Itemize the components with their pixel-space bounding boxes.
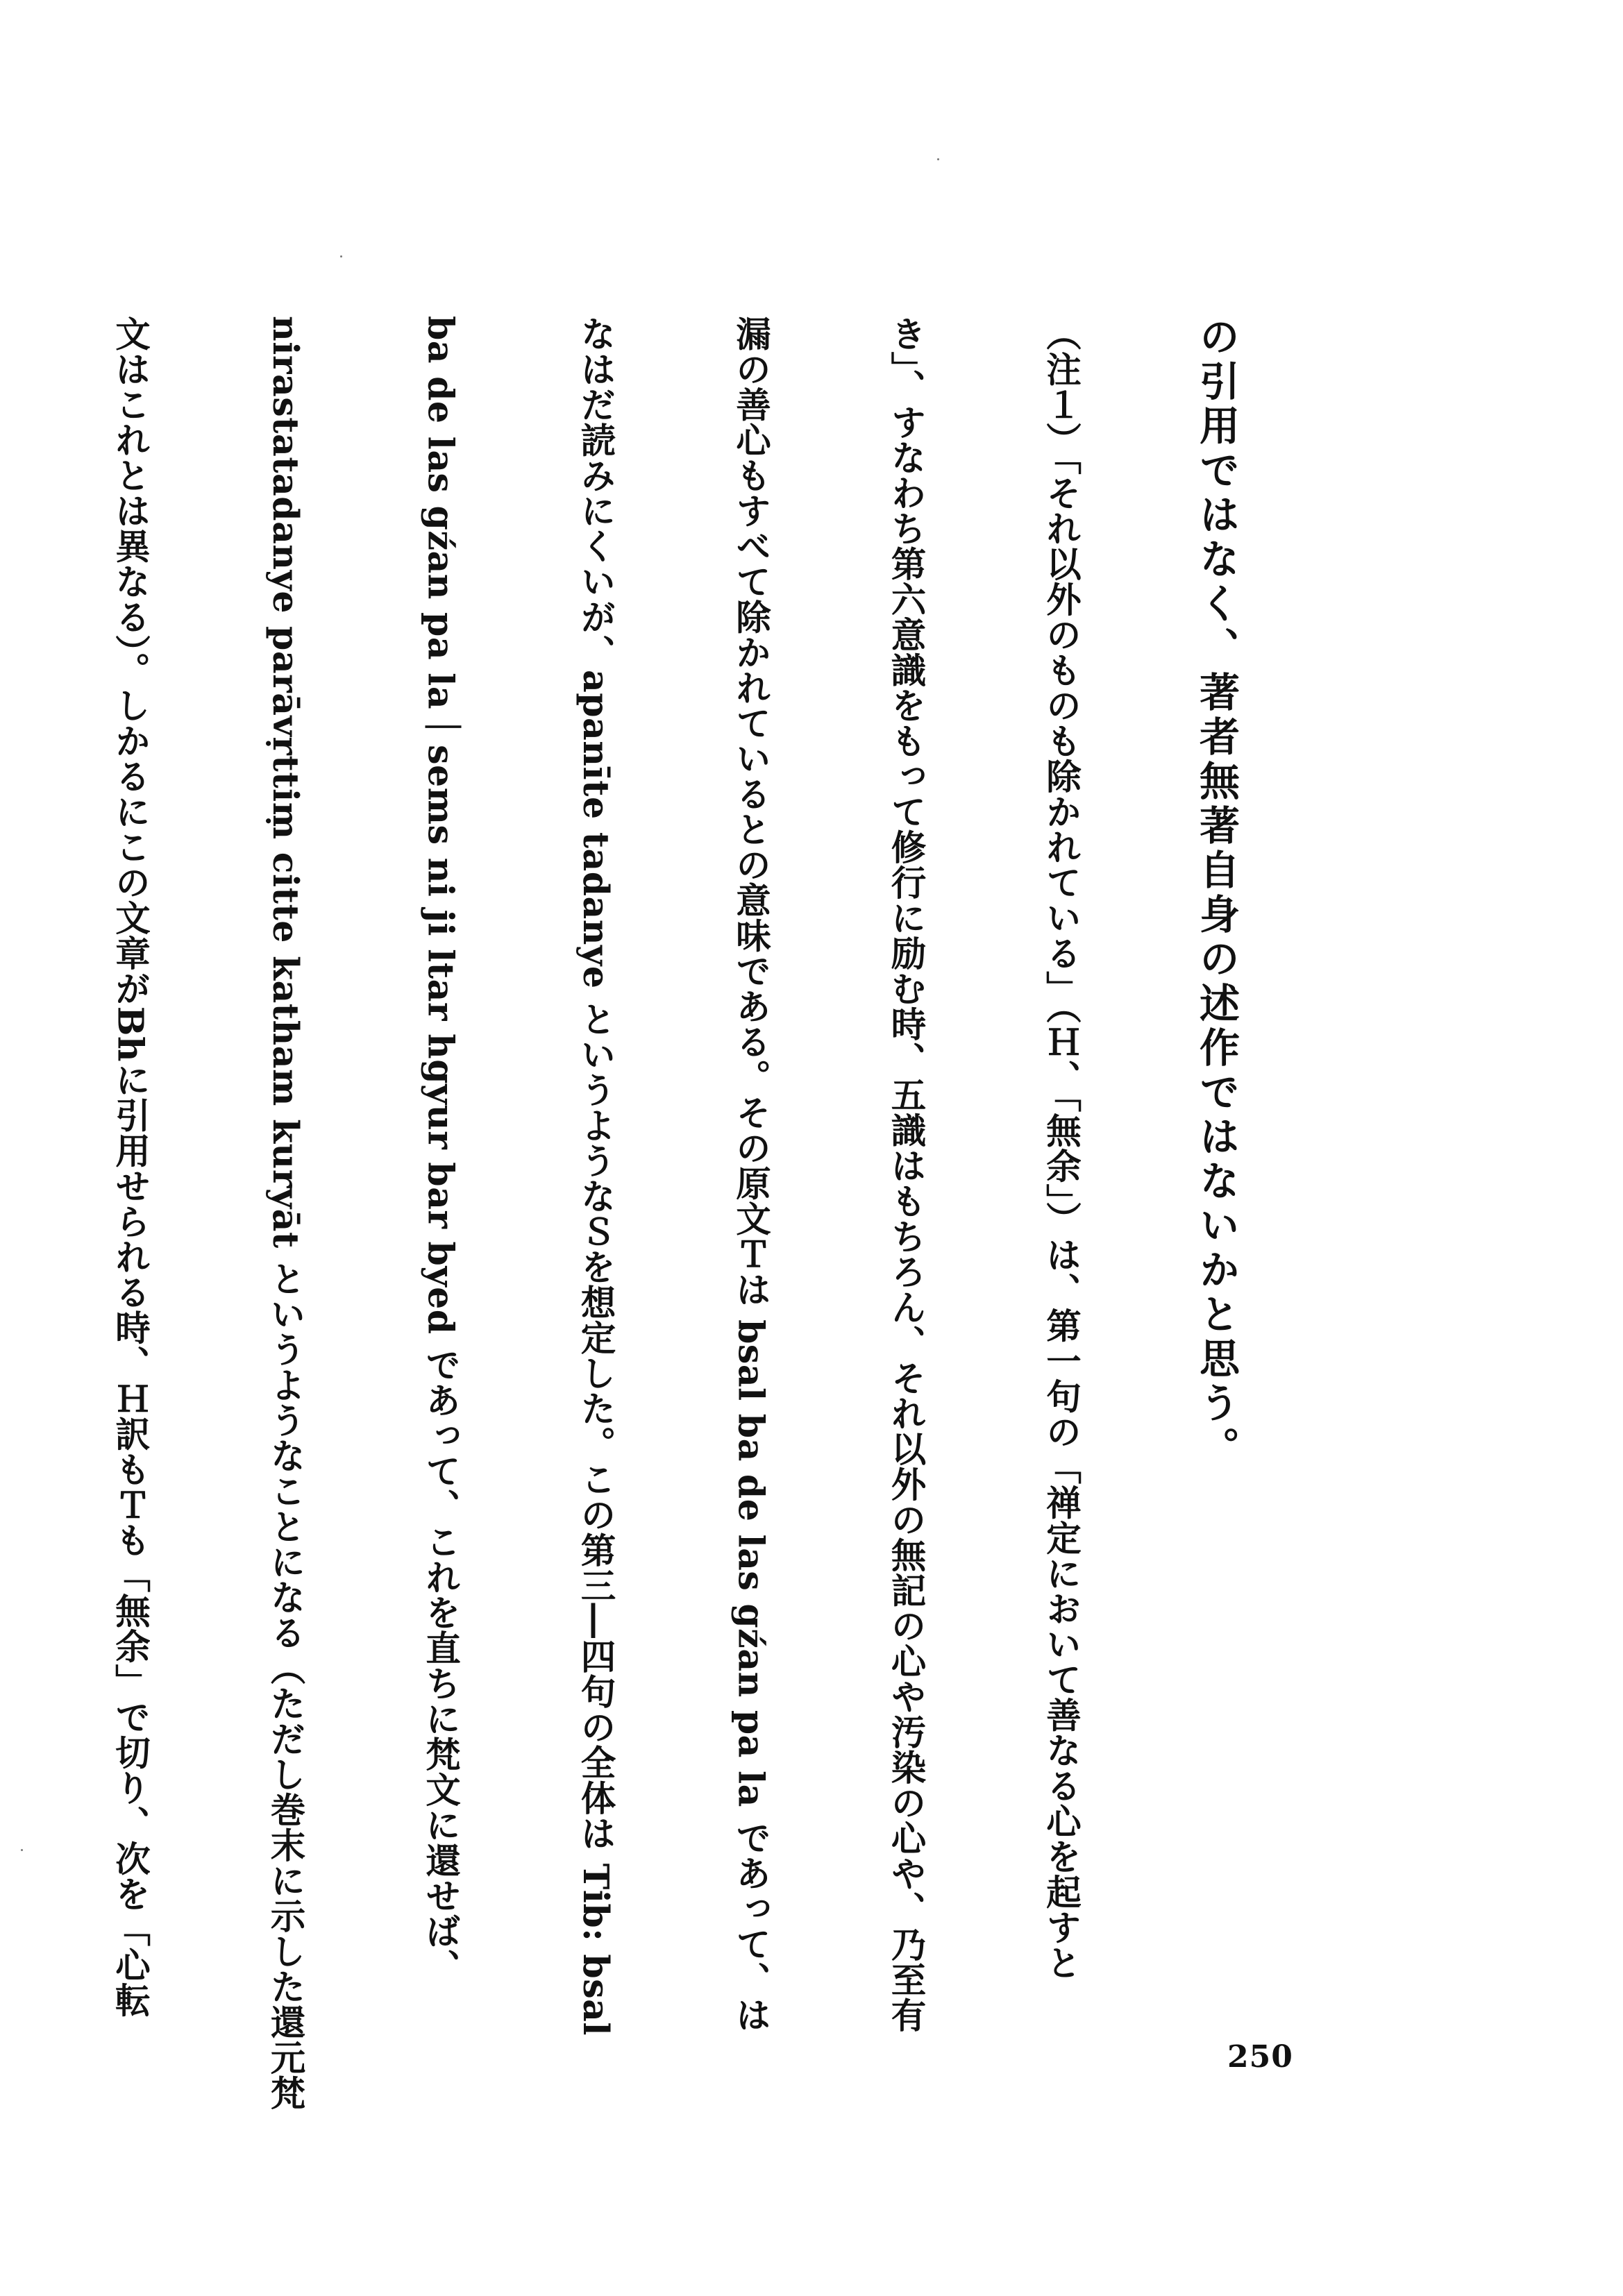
scan-speck (937, 158, 939, 160)
scan-speck (21, 1849, 23, 1851)
text-line-9 (0, 316, 1, 2016)
text-line-4: 漏の善心もすべて除かれているとの意味である。その原文Ｔは bsal ba de las gźan pa la であって、は (730, 316, 772, 2032)
text-line-8: 文はこれとは異なる）。しかるにこの文章がBhに引用せられる時、Ｈ訳もＴも「無余」で切り、次を「心転 (110, 316, 151, 2018)
text-line-2: （注１）「それ以外のものも除かれている」（Ｈ、「無余」）は、第一句の「禅定において善なる心を起すと (1041, 316, 1082, 1980)
text-line-7: nirastatadanye parāvṛttiṃ citte katham kuryāt というようなことになる（ただし巻末に示した還元梵 (265, 316, 306, 2111)
text-line-5: なはだ読みにくいが、apanīte tadanye というようなＳを想定した。この第三―四句の全体は Tib: bsal (575, 316, 616, 2036)
text-line-6: ba de las gźan pa la｜sems ni ji ltar hgyur bar byed であって、これを直ちに梵文に還せば、 (420, 316, 462, 1984)
text-line-1: の引用ではなく、著者無著自身の述作ではないかと思う。 (1193, 316, 1240, 1471)
scan-speck (340, 255, 342, 258)
text-line-3: き」、すなわち第六意識をもって修行に励む時、五識はもちろん、それ以外の無記の心や汚染の心や、乃至有 (886, 316, 927, 2033)
page-number: 250 (1227, 2039, 1293, 2075)
